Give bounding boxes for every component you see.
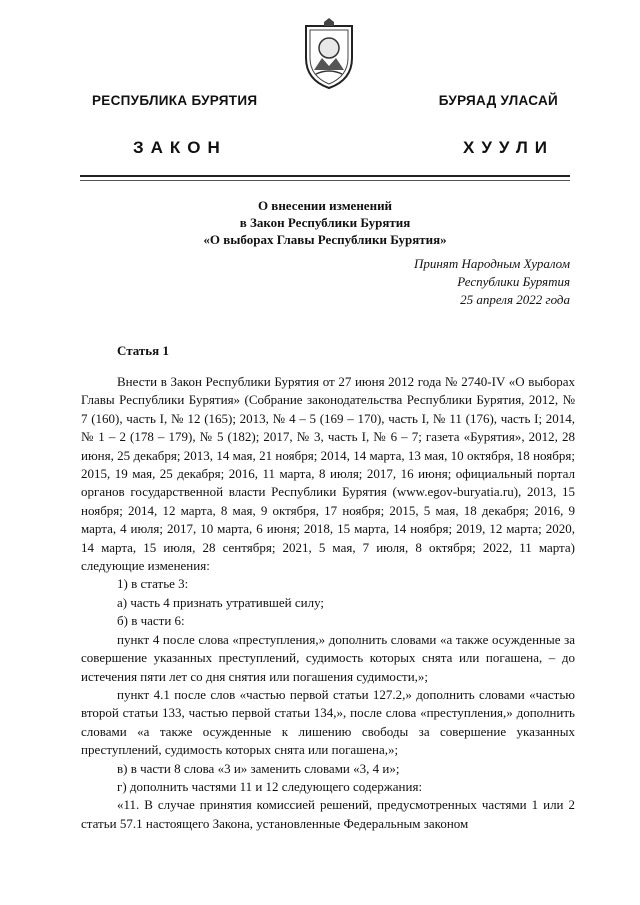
body-paragraph: пункт 4 после слова «преступления,» дополнить словами «а также осужденные за совершение указанных преступлений, судимость которых снята или погашена, – до истечения пяти лет со дня снятия или погашения судимости,»;	[81, 631, 575, 684]
document-title	[80, 197, 570, 248]
document-title-line: в Закон Республики Бурятия	[239, 215, 411, 230]
coat-of-arms-emblem	[298, 18, 360, 90]
article-body	[81, 373, 575, 833]
adoption-line: Республики Бурятия	[457, 274, 570, 289]
law-label-buryat: ХУУЛИ	[463, 138, 554, 157]
header-divider-thin	[80, 180, 570, 181]
body-paragraph: 1) в статье 3:	[117, 576, 189, 592]
body-paragraph: «11. В случае принятия комиссией решений, предусмотренных частями 1 или 2 статьи 57.1 настоящего Закона, установленные Федеральным законом	[81, 797, 575, 831]
body-paragraph: Внести в Закон Республики Бурятия от 27 июня 2012 года № 2740-IV «О выборах Главы Республики Бурятия» (Собрание законодательства Республики Бурятия, 2012, № 7 (160), часть I, № 12 (165); 2013, № 4 – 5 (169 – 170), часть I, № 11 (176), часть I; 2014, № 1 – 2 (178 – 179), № 5 (182); 2017, № 3, часть I, № 6 – 7; газета «Бурятия», 2012, 28 июня, 25 декабря; 2013, 14 мая, 21 ноября; 2014, 14 марта, 13 мая, 10 октября, 18 ноября; 2015, 19 мая, 25 декабря; 2016, 11 марта, 8 июля; 2017, 16 июня; официальный портал органов государственной власти Республики Бурятия (www.egov-buryatia.ru), 2013, 15 ноября; 2014, 12 марта, 8 мая, 9 октября, 17 ноября; 2015, 5 мая, 18 декабря; 2016, 9 марта, 4 июля; 2017, 10 марта, 6 июня; 2018, 15 марта, 14 ноября; 2019, 12 марта; 2020, 14 марта, 15 июля, 28 сентября; 2021, 5 мая, 7 июля, 8 октября; 2022, 11 марта) следующие изменения:	[81, 374, 575, 574]
article-heading: Статья 1	[117, 343, 169, 358]
adoption-line: 25 апреля 2022 года	[460, 292, 570, 307]
header-divider-thick	[80, 175, 570, 177]
adoption-line: Принят Народным Хуралом	[413, 256, 570, 271]
adoption-note	[414, 255, 570, 309]
body-paragraph: пункт 4.1 после слов «частью первой статьи 127.2,» дополнить словами «частью второй статьи 133, частью первой статьи 134,», после слова «преступления,» дополнить словами «а также осужденные к лишению свободы за совершение указанных преступлений, судимость которых снята или погашена,»;	[81, 686, 575, 758]
body-paragraph: г) дополнить частями 11 и 12 следующего содержания:	[117, 778, 423, 794]
body-paragraph: в) в части 8 слова «3 и» заменить словами «3, 4 и»;	[117, 760, 400, 776]
republic-name-russian: РЕСПУБЛИКА БУРЯТИЯ	[92, 93, 258, 108]
law-label-russian: ЗАКОН	[133, 138, 227, 157]
body-paragraph: а) часть 4 признать утратившей силу;	[117, 594, 325, 610]
document-title-line: «О выборах Главы Республики Бурятия»	[203, 232, 447, 247]
body-paragraph: б) в части 6:	[117, 613, 185, 629]
republic-name-buryat: БУРЯАД УЛАСАЙ	[438, 93, 558, 108]
document-title-line: О внесении изменений	[257, 198, 393, 213]
